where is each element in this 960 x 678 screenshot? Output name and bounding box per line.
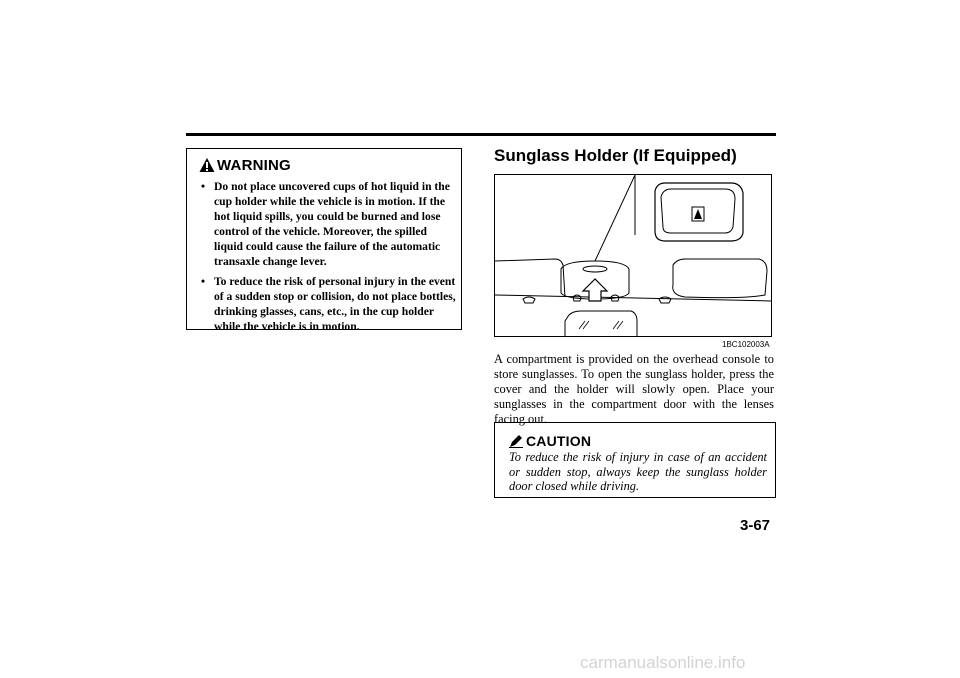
figure-code: 1BC102003A (722, 340, 770, 349)
section-title: Sunglass Holder (If Equipped) (494, 146, 737, 165)
warning-title: WARNING (217, 157, 291, 174)
caution-header (509, 433, 591, 449)
pencil-icon (509, 435, 523, 448)
caution-text: To reduce the risk of injury in case of an accident or sudden stop, always keep the sunglass holder door closed while driving. (509, 450, 767, 493)
sunglass-holder-illustration (494, 174, 772, 337)
warning-item: • To reduce the risk of personal injury in the event of a sudden stop or collision, do not place bottles, drinking glasses, cans, etc., in the cup holder while the vehicle is in motion. (201, 275, 456, 333)
warning-item: • Do not place uncovered cups of hot liquid in the cup holder while the vehicle is in motion. If the hot liquid spills, you could be burned and lose control of the vehicle. Moreover, the spilled liquid could cause the failure of the automatic transaxle change lever. (201, 180, 450, 268)
caution-box (494, 422, 776, 498)
caution-title: CAUTION (526, 433, 592, 449)
section-body: A compartment is provided on the overhead console to store sunglasses. To open the sunglass holder, press the cover and the holder will slowly open. Place your sunglasses in the compartment door with the lenses facing out. (494, 352, 774, 426)
warning-list (201, 179, 457, 339)
watermark: carmanualsonline.info (580, 653, 746, 672)
warning-header (199, 157, 291, 173)
header-rule (186, 133, 776, 136)
page-number: 3-67 (740, 517, 771, 534)
warning-box (186, 148, 462, 333)
warning-triangle-icon (199, 157, 215, 173)
